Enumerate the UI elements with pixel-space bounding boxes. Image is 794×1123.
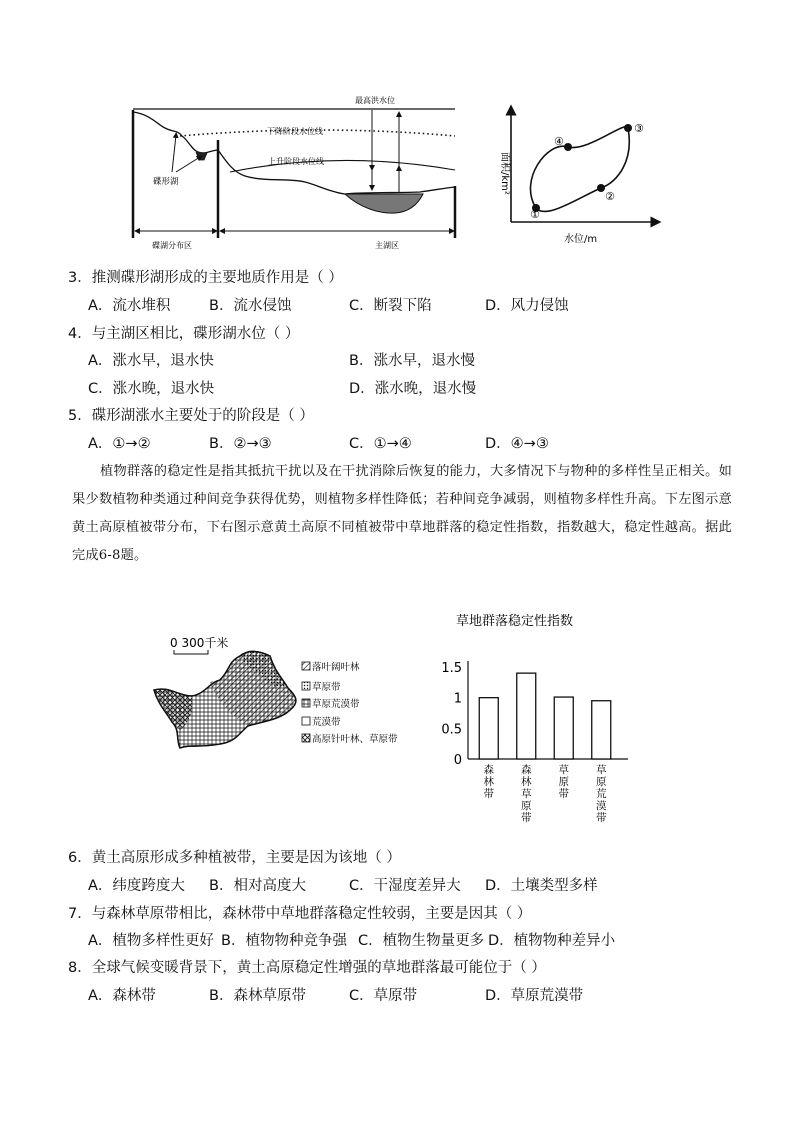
- legend-label-3: 草原荒漠带: [312, 699, 360, 710]
- bar-1: [479, 698, 498, 759]
- y-axis-label: 面积/km²: [499, 152, 510, 195]
- legend-label-5: 高原针叶林、草原带: [312, 734, 398, 745]
- q8-option-a[interactable]: A．森林带: [88, 988, 156, 1004]
- label-dish-lake: 碟形湖: [153, 177, 179, 187]
- q7-option-b[interactable]: B．植物物种竞争强: [221, 933, 347, 949]
- point-3-marker: [624, 124, 632, 132]
- q6-option-a[interactable]: A．纬度跨度大: [88, 878, 185, 894]
- q3-option-b[interactable]: B．流水侵蚀: [209, 298, 292, 314]
- y-tick-label: 0.5: [441, 722, 462, 738]
- map-scale-bar: [174, 650, 208, 654]
- q8-option-b[interactable]: B．森林草原带: [209, 988, 306, 1004]
- q5-option-c[interactable]: C．①→④: [349, 436, 412, 452]
- legend-swatch-3: [302, 699, 310, 707]
- legend-swatch-2: [302, 682, 310, 690]
- y-tick-label: 1.5: [441, 661, 462, 676]
- point-3-label: ③: [634, 122, 644, 135]
- label-rising-line: 上升阶段水位线: [268, 157, 324, 166]
- passage-text: 植物群落的稳定性是指其抵抗干扰以及在干扰消除后恢复的能力，大多情况下与物种的多样性呈正相关。如果少数植物种类通过种间竞争获得优势，则植物多样性降低；若种间竞争减弱，则植物多样性升高。下左图示意黄土高原植被带分布，下右图示意黄土高原不同植被带中草地群落的稳定性指数，指数越大，稳定性越高。据此完成6-8题。: [72, 464, 732, 563]
- point-2-label: ②: [605, 190, 615, 203]
- stability-bar-chart: [420, 605, 650, 835]
- point-1-label: ①: [530, 208, 540, 221]
- legend-swatch-5: [302, 734, 310, 742]
- q3-option-a[interactable]: A．流水堆积: [88, 298, 171, 314]
- map-scale-label: 0 300千米: [170, 636, 229, 650]
- y-tick-label: 1: [453, 691, 462, 707]
- question-4: 4．与主湖区相比，碟形湖水位（ ）: [68, 326, 300, 342]
- category-label-1: 森林带: [483, 764, 494, 800]
- legend-swatch-4: [302, 717, 310, 725]
- legend-label-1: 落叶阔叶林: [312, 662, 360, 673]
- question-3: 3．推测碟形湖形成的主要地质作用是（ ）: [68, 270, 343, 286]
- legend-swatch-1: [302, 662, 310, 670]
- q3-option-c[interactable]: C．断裂下陷: [349, 298, 432, 314]
- category-label-3: 草原带: [558, 764, 569, 800]
- question-7: 7．与森林草原带相比，森林带中草地群落稳定性较弱，主要是因其（ ）: [68, 906, 532, 922]
- loess-plateau-map: [150, 630, 420, 765]
- q5-option-b[interactable]: B．②→③: [209, 436, 272, 452]
- lake-cross-section-figure: [0, 0, 794, 260]
- question-8: 8．全球气候变暖背景下，黄土高原稳定性增强的草地群落最可能位于（ ）: [68, 960, 546, 976]
- q5-option-a[interactable]: A．①→②: [88, 436, 151, 452]
- q7-option-c[interactable]: C．植物生物量更多: [358, 933, 485, 949]
- q4-option-a[interactable]: A．涨水早，退水快: [88, 353, 214, 369]
- q4-option-d[interactable]: D．涨水晚，退水慢: [349, 381, 477, 397]
- q4-option-b[interactable]: B．涨水早，退水慢: [349, 353, 475, 369]
- main-lake-water: [345, 194, 423, 213]
- label-highest-flood: 最高洪水位: [355, 96, 395, 105]
- point-2-marker: [597, 184, 605, 192]
- q6-option-c[interactable]: C．干湿度差异大: [349, 878, 461, 894]
- label-main-region: 主湖区: [375, 241, 399, 250]
- terrain-profile: [133, 112, 455, 194]
- q4-option-c[interactable]: C．涨水晚，退水快: [88, 381, 215, 397]
- question-6: 6．黄土高原形成多种植被带，主要是因为该地（ ）: [68, 850, 401, 866]
- label-falling-line: 下降阶段水位线: [267, 127, 323, 136]
- y-tick-label: 0: [453, 753, 462, 768]
- q3-option-d[interactable]: D．风力侵蚀: [485, 298, 569, 314]
- q7-option-a[interactable]: A．植物多样性更好: [88, 933, 214, 949]
- q8-option-c[interactable]: C．草原带: [349, 988, 418, 1004]
- passage: [72, 458, 732, 570]
- bar-2: [517, 673, 536, 759]
- legend-label-2: 草原带: [312, 682, 341, 693]
- bar-3: [554, 697, 573, 759]
- x-axis-label: 水位/m: [564, 234, 598, 245]
- question-5: 5．碟形湖涨水主要处于的阶段是（ ）: [68, 408, 314, 424]
- q7-option-d[interactable]: D．植物物种差异小: [488, 933, 616, 949]
- point-4-label: ④: [554, 135, 564, 148]
- rising-stage-line: [230, 160, 455, 172]
- category-label-2: 森林草原带: [521, 764, 532, 824]
- legend-label-4: 荒漠带: [312, 717, 341, 728]
- label-dish-region: 碟湖分布区: [152, 241, 192, 250]
- point-4-marker: [564, 143, 572, 151]
- q6-option-b[interactable]: B．相对高度大: [209, 878, 306, 894]
- q6-option-d[interactable]: D．土壤类型多样: [485, 878, 598, 894]
- chart-title: 草地群落稳定性指数: [456, 614, 574, 629]
- bar-4: [592, 701, 611, 759]
- category-label-4: 草原荒漠带: [596, 764, 607, 824]
- area-waterlevel-figure: [488, 100, 668, 250]
- q8-option-d[interactable]: D．草原荒漠带: [485, 988, 584, 1004]
- q5-option-d[interactable]: D．④→③: [485, 436, 549, 452]
